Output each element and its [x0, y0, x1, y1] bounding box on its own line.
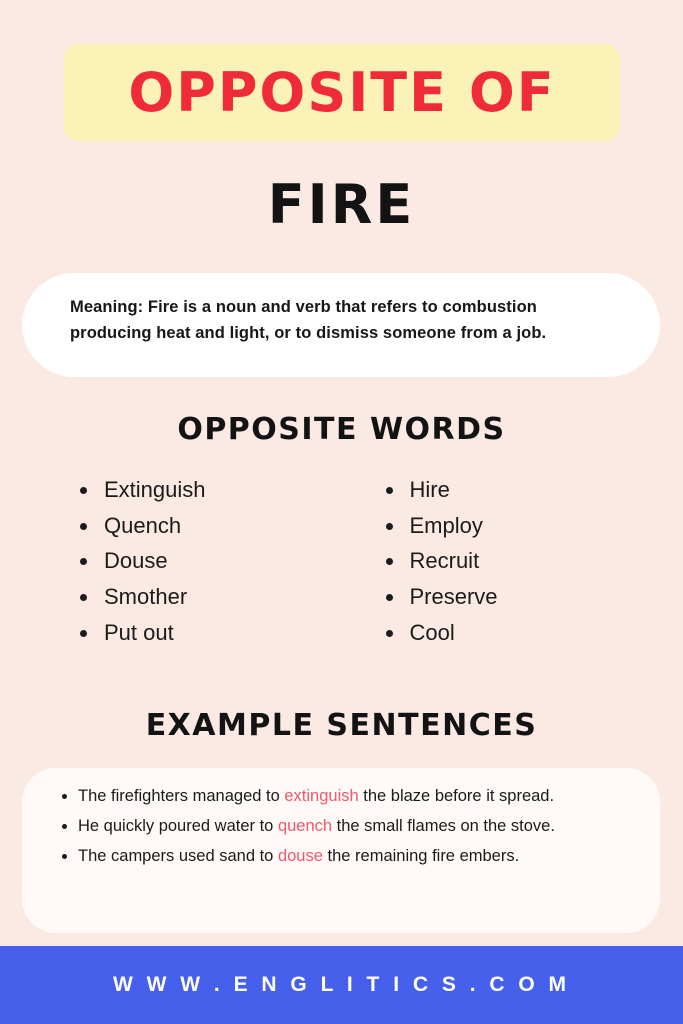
page-title: FIRE: [267, 173, 416, 236]
example-sentences-card: [22, 768, 660, 933]
list-item: • Employ: [406, 508, 683, 544]
list-item: • Hire: [406, 472, 683, 508]
example-pre-text: He quickly poured water to: [78, 817, 278, 836]
opposite-words-right-list: [384, 472, 683, 650]
footer-website-url[interactable]: W W W . E N G L I T I C S . C O M: [112, 973, 571, 996]
list-item: • Recruit: [406, 543, 683, 579]
example-post-text: the remaining fire embers.: [322, 847, 520, 866]
opposite-words-left-column: [0, 472, 342, 650]
example-sentences-heading: EXAMPLE SENTENCES: [145, 708, 538, 743]
opposite-words-heading: OPPOSITE WORDS: [177, 412, 506, 447]
opposite-words-right-column: [342, 472, 683, 650]
list-item: [78, 784, 626, 809]
example-highlight-word: quench: [277, 817, 333, 836]
title-banner-text: OPPOSITE OF: [128, 60, 556, 124]
example-pre-text: The firefighters managed to: [78, 787, 285, 805]
list-item: • Preserve: [406, 579, 683, 615]
example-post-text: the blaze before it spread.: [358, 787, 555, 805]
list-item: • Douse: [100, 543, 342, 579]
example-sentences-list: [52, 784, 626, 869]
opposite-words-left-list: [78, 472, 342, 650]
example-pre-text: The campers used sand to: [78, 847, 278, 866]
meaning-text: Meaning: Fire is a noun and verb that refers to combustion producing heat and light, or to dismiss someone from a job.: [70, 298, 547, 342]
list-item: [78, 814, 626, 839]
list-item: [78, 844, 626, 869]
list-item: • Extinguish: [100, 472, 342, 508]
list-item: • Cool: [406, 615, 683, 651]
meaning-card: [22, 273, 660, 377]
list-item: • Quench: [100, 508, 342, 544]
title-banner: [64, 44, 620, 141]
example-highlight-word: extinguish: [284, 787, 359, 805]
list-item: • Put out: [100, 615, 342, 651]
example-post-text: the small flames on the stove.: [332, 817, 555, 836]
footer-bar: [0, 946, 683, 1024]
opposite-words-columns: [0, 472, 683, 650]
example-highlight-word: douse: [277, 847, 323, 866]
list-item: • Smother: [100, 579, 342, 615]
